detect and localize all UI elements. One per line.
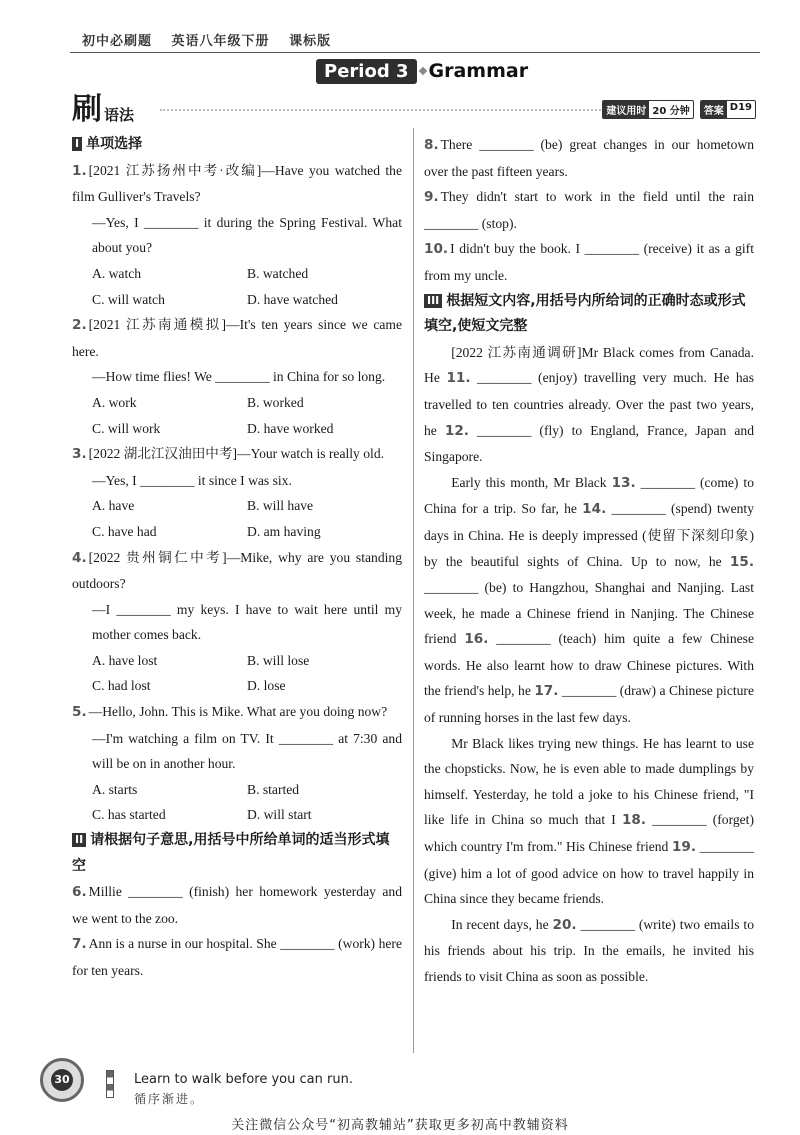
motto-english: Learn to walk before you can run. bbox=[134, 1072, 353, 1087]
option-list bbox=[72, 777, 402, 828]
passage-paragraph bbox=[424, 340, 754, 470]
question-line bbox=[72, 210, 402, 261]
part2-roman: II bbox=[72, 833, 86, 847]
option-choice: D. am having bbox=[247, 523, 321, 539]
question-text: Ann is a nurse in our hospital. She ________ (work) here for ten years. bbox=[72, 936, 402, 978]
question-item bbox=[72, 158, 402, 313]
section-rule bbox=[160, 109, 648, 111]
time-value: 20 分钟 bbox=[652, 106, 690, 117]
part1-heading bbox=[72, 132, 402, 158]
ship-wheel-icon bbox=[40, 1058, 84, 1102]
question-item bbox=[72, 312, 402, 441]
question-line bbox=[72, 699, 402, 726]
part1-questions bbox=[72, 158, 402, 828]
question-line bbox=[72, 364, 402, 390]
passage-paragraph bbox=[424, 912, 754, 990]
fill-question bbox=[72, 931, 402, 983]
question-text: [2022 湖北江汉油田中考]—Your watch is really old. bbox=[88, 446, 385, 462]
question-number: 5. bbox=[72, 704, 87, 721]
option-choice: C. will work bbox=[92, 420, 161, 436]
fill-question bbox=[72, 879, 402, 931]
option-choice: D. have watched bbox=[247, 291, 338, 307]
passage-paragraph bbox=[424, 731, 754, 912]
part1-title: 单项选择 bbox=[86, 136, 143, 152]
option-choice: A. starts bbox=[92, 781, 138, 797]
option-choice: A. watch bbox=[92, 265, 142, 281]
question-text: —I ________ my keys. I have to wait here until my mother comes back. bbox=[92, 601, 402, 643]
question-number: 7. bbox=[72, 936, 87, 953]
option-choice: B. started bbox=[247, 781, 300, 797]
motto-chinese: 循序渐进。 bbox=[134, 1092, 205, 1106]
blank-number: 13. bbox=[611, 474, 636, 491]
question-number: 6. bbox=[72, 884, 87, 901]
passage-text: ________ (teach) him quite a few Chinese words. He also learnt how to draw Chinese pictures. With the friend's help, he bbox=[424, 631, 754, 699]
blank-number: 15. bbox=[729, 553, 754, 570]
blank-number: 20. bbox=[552, 916, 577, 933]
question-number: 2. bbox=[72, 317, 87, 334]
passage-text: ________ (spend) twenty days in China. He is deeply impressed (使留下深刻印象) by the beautiful sights of China. Up to now, he bbox=[424, 501, 754, 569]
part2-heading bbox=[72, 828, 402, 879]
subject-name: 英语八年级下册 bbox=[171, 34, 270, 49]
passage-text: ________ (come) to China for a trip. So far, he bbox=[424, 474, 754, 517]
promo-note: 关注微信公众号“初高教辅站”获取更多初高中教辅资料 bbox=[231, 1118, 569, 1133]
right-column bbox=[424, 132, 754, 990]
period-banner bbox=[316, 57, 528, 85]
option-choice: B. watched bbox=[247, 265, 309, 281]
passage-text: Mr Black likes trying new things. He has learnt to use the chopsticks. Now, he is even able to made dumplings by himself. Yesterday, he told a joke to his Chinese friend, "I like life in China so much that I bbox=[424, 735, 754, 828]
part2-title: 请根据句子意思,用括号中所给单词的适当形式填空 bbox=[72, 832, 390, 874]
question-number: 10. bbox=[424, 241, 449, 258]
question-line bbox=[72, 597, 402, 648]
banner-dot bbox=[418, 67, 426, 75]
question-text: [2022 贵州铜仁中考]—Mike, why are you standing outdoors? bbox=[72, 549, 402, 592]
blank-number: 14. bbox=[582, 501, 607, 518]
question-item bbox=[72, 545, 402, 700]
question-number: 9. bbox=[424, 189, 439, 206]
question-text: —Hello, John. This is Mike. What are you doing now? bbox=[88, 704, 388, 720]
question-text: —Yes, I ________ it since I was six. bbox=[92, 472, 292, 488]
blank-number: 16. bbox=[464, 631, 489, 648]
column-divider bbox=[413, 128, 414, 1053]
question-line bbox=[72, 158, 402, 210]
question-line bbox=[72, 441, 402, 468]
fill-question bbox=[424, 236, 754, 288]
option-list bbox=[72, 648, 402, 699]
section-big-char: 刷 bbox=[72, 92, 102, 127]
question-line bbox=[72, 468, 402, 494]
part1-roman: I bbox=[72, 137, 82, 151]
passage-text: ________ (be) to Hangzhou, Shanghai and Nanjing. Last week, he made a Chinese friend in Nanjing. The Chinese friend bbox=[424, 580, 754, 647]
question-text: —Yes, I ________ it during the Spring Festival. What about you? bbox=[92, 214, 402, 256]
question-item bbox=[72, 441, 402, 544]
question-item bbox=[72, 699, 402, 828]
option-choice: A. have bbox=[92, 498, 135, 514]
option-choice: D. have worked bbox=[247, 420, 334, 436]
question-line bbox=[72, 726, 402, 777]
page-number: 30 bbox=[51, 1069, 73, 1091]
passage-text: Early this month, Mr Black bbox=[451, 474, 612, 490]
part3-passage bbox=[424, 340, 754, 990]
option-choice: C. has started bbox=[92, 807, 166, 823]
question-text: —I'm watching a film on TV. It ________ at 7:30 and will be on in another hour. bbox=[92, 730, 402, 772]
part3-heading bbox=[424, 289, 754, 340]
header-rule bbox=[70, 52, 760, 53]
part2-questions-left bbox=[72, 879, 402, 983]
passage-text: ________ (forget) which country I'm from." His Chinese friend bbox=[424, 812, 754, 855]
answer-label: 答案 bbox=[701, 101, 727, 118]
passage-text: ________ (write) two emails to his friends about his trip. In the emails, he invited his friends to visit China as soon as possible. bbox=[424, 916, 754, 984]
answer-value: D19 bbox=[729, 102, 752, 113]
passage-text: ________ (enjoy) travelling very much. He has travelled to ten countries already. Over the past two years, he bbox=[424, 370, 754, 438]
question-line bbox=[72, 312, 402, 364]
edition-name: 课标版 bbox=[289, 34, 332, 49]
blank-number: 17. bbox=[534, 683, 559, 700]
blank-number: 19. bbox=[671, 839, 697, 856]
section-meta bbox=[602, 100, 756, 119]
passage-paragraph bbox=[424, 470, 754, 731]
passage-text: [2022 江苏南通调研]Mr Black comes from Canada. He bbox=[424, 344, 754, 386]
passage-text: ________ (fly) to England, France, Japan and Singapore. bbox=[424, 422, 754, 465]
period-label: Period 3 bbox=[316, 59, 417, 84]
question-text: —How time flies! We ________ in China for so long. bbox=[92, 369, 386, 385]
part3-title: 根据短文内容,用括号内所给词的正确时态或形式填空,使短文完整 bbox=[424, 292, 746, 335]
time-tag bbox=[602, 100, 693, 119]
fill-question bbox=[424, 184, 754, 236]
question-text: Millie ________ (finish) her homework yesterday and we went to the zoo. bbox=[72, 884, 402, 926]
question-line bbox=[72, 545, 402, 597]
page-footer bbox=[30, 1058, 770, 1108]
option-choice: C. had lost bbox=[92, 678, 151, 694]
series-name: 初中必刷题 bbox=[82, 34, 153, 49]
question-number: 3. bbox=[72, 446, 87, 463]
part2-questions-right bbox=[424, 132, 754, 289]
section-small-title: 语法 bbox=[104, 106, 135, 124]
period-title: Grammar bbox=[428, 60, 529, 82]
blank-number: 11. bbox=[446, 370, 471, 387]
running-header bbox=[82, 30, 345, 49]
blank-number: 12. bbox=[444, 422, 469, 439]
option-choice: A. work bbox=[92, 394, 137, 410]
left-column bbox=[72, 132, 402, 984]
part3-roman: III bbox=[424, 294, 442, 308]
question-text: I didn't buy the book. I ________ (receive) it as a gift from my uncle. bbox=[424, 241, 754, 283]
question-number: 4. bbox=[72, 549, 87, 566]
passage-text: In recent days, he bbox=[451, 916, 553, 932]
question-number: 8. bbox=[424, 137, 439, 153]
question-text: [2021 江苏扬州中考·改编]—Have you watched the film Gulliver's Travels? bbox=[72, 162, 402, 205]
option-choice: B. will lose bbox=[247, 652, 310, 668]
question-text: They didn't start to work in the field until the rain ________ (stop). bbox=[424, 189, 754, 231]
section-heading bbox=[72, 92, 135, 127]
question-text: There ________ (be) great changes in our hometown over the past fifteen years. bbox=[424, 137, 754, 179]
option-choice: D. lose bbox=[247, 678, 286, 694]
question-text: [2021 江苏南通模拟]—It's ten years since we came here. bbox=[72, 317, 402, 359]
option-choice: B. worked bbox=[247, 394, 304, 410]
time-label: 建议用时 bbox=[603, 101, 649, 118]
question-number: 1. bbox=[72, 162, 87, 179]
option-choice: B. will have bbox=[247, 498, 314, 514]
option-choice: C. have had bbox=[92, 523, 157, 539]
passage-text: ________ (draw) a Chinese picture of running horses in the last few days. bbox=[424, 683, 754, 726]
option-list bbox=[72, 493, 402, 544]
fill-question bbox=[424, 132, 754, 184]
option-choice: D. will start bbox=[247, 807, 312, 823]
option-choice: C. will watch bbox=[92, 291, 165, 307]
option-list bbox=[72, 261, 402, 312]
answer-tag bbox=[700, 100, 756, 119]
blank-number: 18. bbox=[621, 812, 647, 829]
lighthouse-icon bbox=[106, 1070, 114, 1098]
passage-text: ________ (give) him a lot of good advice on how to travel happily in China since they became friends. bbox=[424, 839, 754, 907]
option-choice: A. have lost bbox=[92, 652, 158, 668]
option-list bbox=[72, 390, 402, 441]
